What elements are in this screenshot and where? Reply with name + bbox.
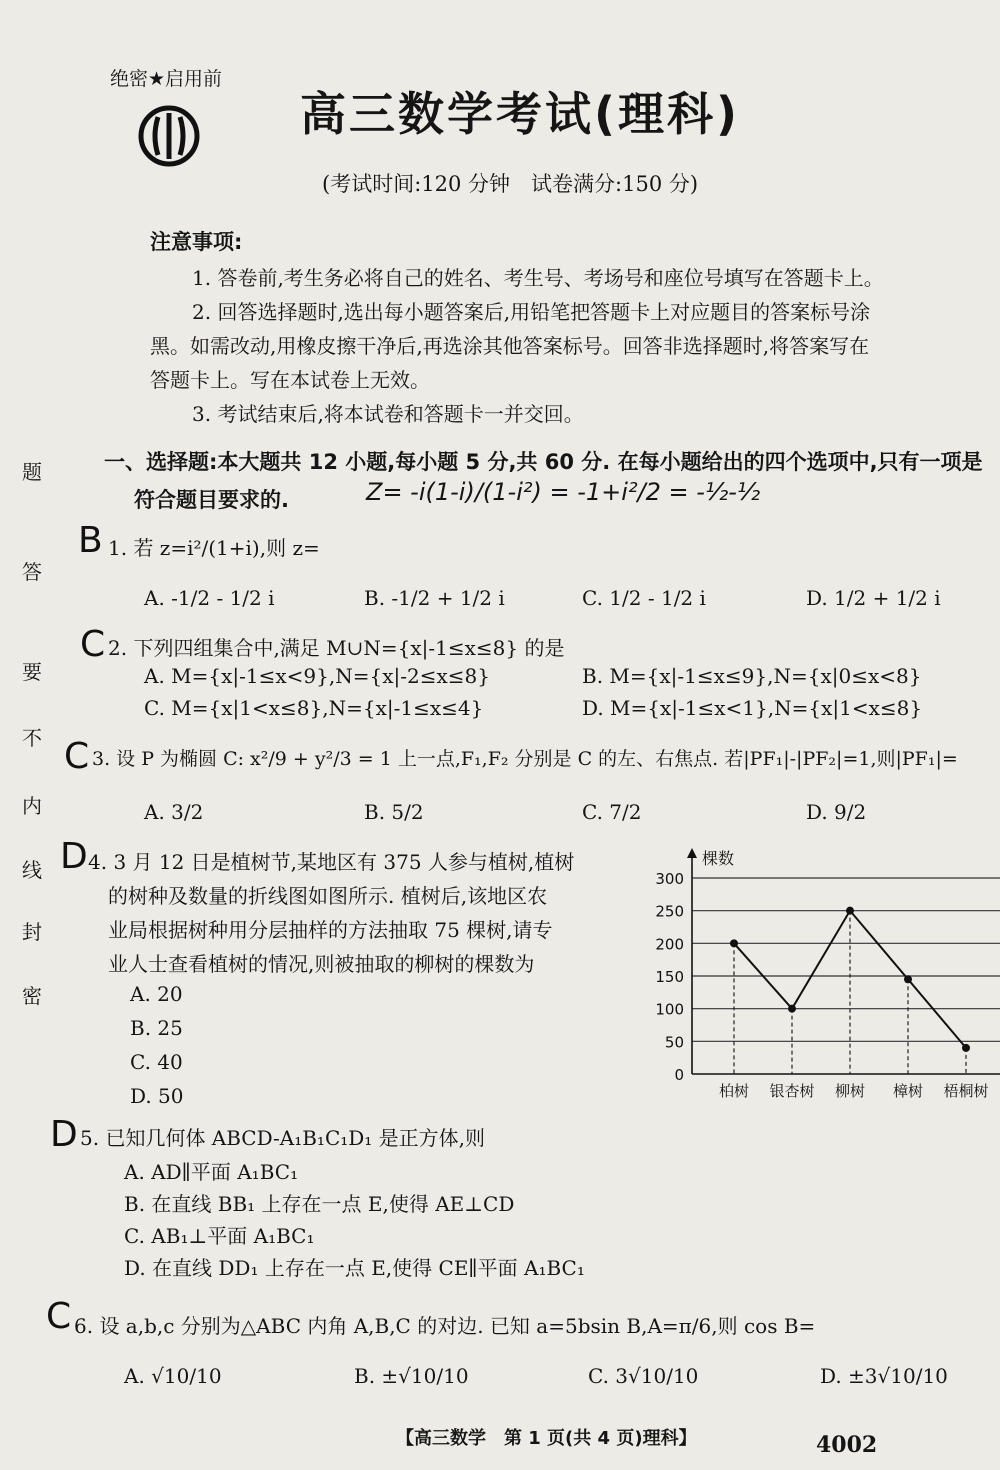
q6-option-a: A. √10/10 (124, 1364, 222, 1388)
q3-option-b: B. 5/2 (364, 800, 424, 824)
y-tick-label: 300 (655, 870, 684, 888)
data-point (962, 1044, 970, 1052)
exam-logo (138, 105, 200, 167)
exam-title: 高三数学考试(理科) (300, 87, 741, 141)
q2-option-b: B. M={x|-1≤x≤9},N={x|0≤x<8} (582, 664, 922, 688)
y-axis-label: 棵数 (702, 849, 735, 868)
side-char: 题 (22, 460, 42, 484)
data-point (904, 975, 912, 983)
confidential-label: 绝密★启用前 (110, 68, 223, 90)
x-tick-label: 银杏树 (769, 1082, 815, 1100)
answer-mark-3: C (64, 736, 90, 777)
y-tick-label: 0 (674, 1066, 684, 1084)
handwritten-work: Z= -i(1-i)/(1-i²) = -1+i²/2 = -½-½ (366, 478, 761, 506)
exam-subtitle: (考试时间:120 分钟 试卷满分:150 分) (322, 172, 699, 196)
notice-line-2: 2. 回答选择题时,选出每小题答案后,用铅笔把答题卡上对应题目的答案标号涂 (192, 300, 871, 324)
q1-option-d: D. 1/2 + 1/2 i (806, 586, 941, 610)
notice-line-4: 答题卡上。写在本试卷上无效。 (150, 368, 430, 392)
answer-mark-4: D (60, 836, 88, 877)
notice-title: 注意事项: (150, 230, 243, 254)
seal-line-text (12, 450, 52, 1018)
question-4-line-1: 4. 3 月 12 日是植树节,某地区有 375 人参与植树,植树 (88, 850, 575, 874)
question-2-stem: 2. 下列四组集合中,满足 M∪N={x|-1≤x≤8} 的是 (108, 636, 565, 660)
q4-option-c: C. 40 (130, 1050, 183, 1074)
notice-line-3: 黑。如需改动,用橡皮擦干净后,再选涂其他答案标号。回答非选择题时,将答案写在 (150, 334, 870, 358)
q5-option-b: B. 在直线 BB₁ 上存在一点 E,使得 AE⊥CD (124, 1192, 515, 1216)
q2-option-d: D. M={x|-1≤x<1},N={x|1<x≤8} (582, 696, 923, 720)
paper-code: 4002 (816, 1432, 878, 1458)
section-heading: 一、选择题:本大题共 12 小题,每小题 5 分,共 60 分. 在每小题给出的四个选项中,只有一项是 (104, 450, 983, 474)
side-char: 线 (22, 858, 42, 882)
question-4-line-4: 业人士查看植树的情况,则被抽取的柳树的棵数为 (108, 952, 535, 976)
x-tick-label: 梧桐树 (943, 1082, 989, 1100)
q5-option-c: C. AB₁⊥平面 A₁BC₁ (124, 1224, 315, 1248)
x-tick-label: 柳树 (834, 1082, 866, 1100)
q3-option-c: C. 7/2 (582, 800, 642, 824)
answer-mark-6: C (46, 1296, 72, 1337)
side-char: 要 (22, 660, 42, 684)
y-tick-label: 100 (655, 1000, 684, 1019)
q1-option-c: C. 1/2 - 1/2 i (582, 586, 706, 610)
question-4-line-2: 的树种及数量的折线图如图所示. 植树后,该地区农 (108, 884, 548, 908)
notice-line-5: 3. 考试结束后,将本试卷和答题卡一并交回。 (192, 402, 584, 426)
q6-option-d: D. ±3√10/10 (820, 1364, 948, 1388)
side-char: 不 (22, 726, 42, 750)
section-heading-cont: 符合题目要求的. (134, 488, 289, 512)
q4-option-d: D. 50 (130, 1084, 184, 1108)
q2-option-c: C. M={x|1<x≤8},N={x|-1≤x≤4} (144, 696, 484, 720)
y-tick-label: 250 (655, 902, 684, 921)
side-char: 封 (22, 920, 42, 944)
q6-option-c: C. 3√10/10 (588, 1364, 699, 1388)
question-5-stem: 5. 已知几何体 ABCD-A₁B₁C₁D₁ 是正方体,则 (80, 1126, 486, 1150)
answer-mark-2: C (80, 624, 106, 665)
x-tick-label: 柏树 (718, 1082, 750, 1100)
tree-line-chart (640, 838, 1000, 1110)
data-point (788, 1005, 796, 1013)
question-6-stem: 6. 设 a,b,c 分别为△ABC 内角 A,B,C 的对边. 已知 a=5bsin B,A=π/6,则 cos B= (74, 1314, 816, 1338)
page-footer: 【高三数学 第 1 页(共 4 页)理科】 (396, 1428, 697, 1449)
x-tick-label: 樟树 (892, 1082, 924, 1100)
q2-option-a: A. M={x|-1≤x<9},N={x|-2≤x≤8} (144, 664, 490, 688)
question-1-stem: 1. 若 z=i²/(1+i),则 z= (108, 536, 320, 560)
notice-line-1: 1. 答卷前,考生务必将自己的姓名、考生号、考场号和座位号填写在答题卡上。 (192, 266, 884, 290)
side-char: 答 (22, 560, 42, 584)
question-3-stem: 3. 设 P 为椭圆 C: x²/9 + y²/3 = 1 上一点,F₁,F₂ 分别是 C 的左、右焦点. 若|PF₁|-|PF₂|=1,则|PF₁|= (92, 748, 958, 770)
y-tick-label: 50 (664, 1033, 684, 1052)
side-char: 内 (22, 794, 42, 818)
q1-option-a: A. -1/2 - 1/2 i (144, 586, 275, 610)
side-char: 密 (22, 984, 42, 1008)
answer-mark-5: D (50, 1114, 78, 1155)
q5-option-d: D. 在直线 DD₁ 上存在一点 E,使得 CE∥平面 A₁BC₁ (124, 1256, 585, 1280)
question-4-line-3: 业局根据树种用分层抽样的方法抽取 75 棵树,请专 (108, 918, 553, 942)
y-axis-arrow (687, 848, 697, 858)
q3-option-a: A. 3/2 (144, 800, 204, 824)
y-tick-label: 200 (655, 935, 684, 954)
data-point (730, 939, 738, 947)
data-point (846, 907, 854, 915)
answer-mark-1: B (78, 520, 103, 561)
q5-option-a: A. AD∥平面 A₁BC₁ (124, 1160, 299, 1184)
q3-option-d: D. 9/2 (806, 800, 867, 824)
y-tick-label: 150 (655, 968, 684, 986)
q6-option-b: B. ±√10/10 (354, 1364, 469, 1388)
series-line (734, 911, 966, 1048)
q4-option-b: B. 25 (130, 1016, 183, 1040)
q4-option-a: A. 20 (130, 982, 183, 1006)
q1-option-b: B. -1/2 + 1/2 i (364, 586, 505, 610)
